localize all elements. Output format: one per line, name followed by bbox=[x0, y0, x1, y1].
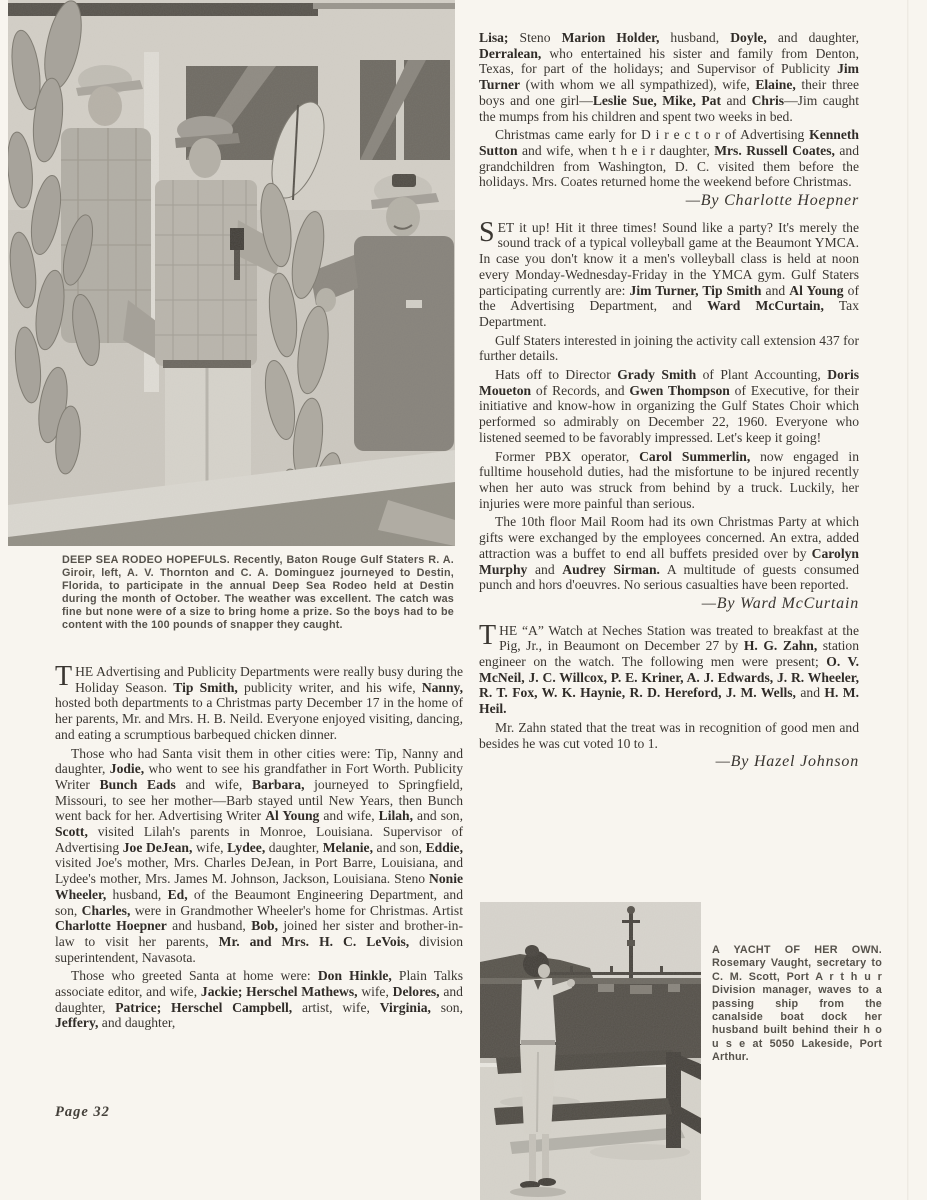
volleyball-extension-paragraph: Gulf Staters interested in joining the activity call extension 437 for further details. bbox=[479, 332, 859, 364]
rodeo-photo-caption: DEEP SEA RODEO HOPEFULS. Recently, Baton Rouge Gulf Staters R. A. Giroir, left, A. V. Thornton and C. A. Dominguez journeyed to Destin, Florida, to participate in the annual Deep Sea Rodeo held at Destin during the month of October. The weather was excellent. The catch was fine but none were of a size to bring home a prize. So the boys had to be content with the 100 pounds of snapper they caught. bbox=[62, 554, 454, 631]
holiday-article-paragraph-3: Those who greeted Santa at home were: Don Hinkle, Plain Talks associate editor, and wife, Jackie; Herschel Mathews, wife, Delores, and daughter, Patrice; Herschel Campbell, artist, wife, Virginia, son, Jeffery, and daughter, bbox=[55, 968, 463, 1031]
page-edge-shadow bbox=[907, 0, 909, 1200]
rodeo-fishermen-photo bbox=[8, 0, 455, 546]
left-text-column bbox=[55, 661, 464, 1034]
volleyball-paragraph: SET it up! Hit it three times! Sound like a party? It's merely the sound track of a typical volleyball game at the Beaumont YMCA. In case you don't know it a men's volleyball class is held at noon every Monday-Wednesday-Friday in the YMCA gym. Gulf Staters participating currently are: Jim Turner, Tip Smith and Al Young of the Advertising Department, and Ward McCurtain, Tax Department. bbox=[479, 216, 860, 329]
holiday-article-paragraph-1: THE Advertising and Publicity Departments were really busy during the Holiday Season. Tip Smith, publicity writer, and his wife, Nanny, hosted both departments to a Christmas party December 17 in the home of her parents, Mr. and Mrs. H. B. Neild. Everyone enjoyed visiting, dancing, and eating a scrumptious barbequed chicken dinner. bbox=[55, 661, 463, 742]
zahn-paragraph: Mr. Zahn stated that the treat was in recognition of good men and besides he was cut voted 10 to 1. bbox=[479, 719, 859, 751]
holiday-article-paragraph-5: Christmas came early for D i r e c t o r of Advertising Kenneth Sutton and wife, when t h e i r daughter, Mrs. Russell Coates, and grandchildren from Washington, D. C. visited them before the holidays. Mrs. Coates returned home the weekend before Christmas. bbox=[479, 127, 859, 190]
holiday-article-paragraph-2: Those who had Santa visit them in other cities were: Tip, Nanny and daughter, Jodie, who went to see his grandfather in Fort Worth. Publicity Writer Bunch Eads and wife, Barbara, journeyed to Springfield, Missouri, to see her mother—Barb stayed until New Years, then Bunch went back for her. Advertising Writer Al Young and wife, Lilah, and son, Scott, visited Lilah's parents in Monroe, Louisiana. Supervisor of Advertising Joe DeJean, wife, Lydee, daughter, Melanie, and son, Eddie, visited Joe's mother, Mrs. Charles DeJean, in Port Barre, Louisiana, and Lydee's mother, Mrs. James M. Johnson, Jackson, Louisiana. Steno Nonie Wheeler, husband, Ed, of the Beaumont Engineering Department, and son, Charles, were in Grandmother Wheeler's home for Christmas. Artist Charlotte Hoepner and husband, Bob, joined her sister and brother-in-law to visit her parents, Mr. and Mrs. H. C. LeVois, division superintendent, Navasota. bbox=[55, 745, 464, 965]
choir-paragraph: Hats off to Director Grady Smith of Plant Accounting, Doris Moueton of Records, and Gwen Thompson of Executive, for their initiative and know-how in organizing the Gulf States Choir which performed so admirably on December 22, 1960. Everyone who listened seemed to be favorably impressed. Let's keep it going! bbox=[479, 367, 860, 445]
byline-hazel-johnson: —By Hazel Johnson bbox=[715, 753, 859, 771]
right-text-column bbox=[479, 30, 859, 781]
page-number: Page 32 bbox=[55, 1104, 110, 1120]
yacht-photo bbox=[480, 902, 701, 1200]
byline-ward-mccurtain: —By Ward McCurtain bbox=[701, 594, 859, 612]
carol-summerlin-paragraph: Former PBX operator, Carol Summerlin, now engaged in fulltime household duties, had the misfortune to be injured recently when her auto was struck from behind by a truck. Luckily, her injuries were more painful than serious. bbox=[479, 448, 859, 511]
yacht-photo-caption: A YACHT OF HER OWN. Rosemary Vaught, secretary to C. M. Scott, Port A r t h u r Division manager, waves to a passing ship from the canalside boat dock her husband built behind their h o u s e at 5050 Lakeside, Port Arthur. bbox=[712, 944, 882, 1064]
holiday-article-paragraph-4: Lisa; Steno Marion Holder, husband, Doyle, and daughter, Derralean, who entertained his sister and family from Denton, Texas, for part of the holidays; and Supervisor of Publicity Jim Turner (with whom we all sympathized), wife, Elaine, their three boys and one girl—Leslie Sue, Mike, Pat and Chris—Jim caught the mumps from his children and spent two weeks in bed. bbox=[479, 30, 860, 124]
byline-charlotte-hoepner: —By Charlotte Hoepner bbox=[685, 192, 859, 210]
neches-watch-paragraph: THE “A” Watch at Neches Station was treated to breakfast at the Pig, Jr., in Beaumont on December 27 by H. G. Zahn, station engineer on the watch. The following men were present; O. V. McNeil, J. C. Willcox, P. E. Kriner, A. J. Edwards, J. R. Wheeler, R. T. Fox, W. K. Haynie, R. D. Hereford, J. M. Wells, and H. M. Heil. bbox=[479, 619, 859, 717]
mailroom-party-paragraph: The 10th floor Mail Room had its own Christmas Party at which gifts were exchanged by the employees concerned. An extra, added attraction was a buffet to end all buffets presided over by Carolyn Murphy and Audrey Sirman. A multitude of guests consumed punch and hors d'oeuvres. No serious casualties have been reported. bbox=[479, 514, 859, 593]
